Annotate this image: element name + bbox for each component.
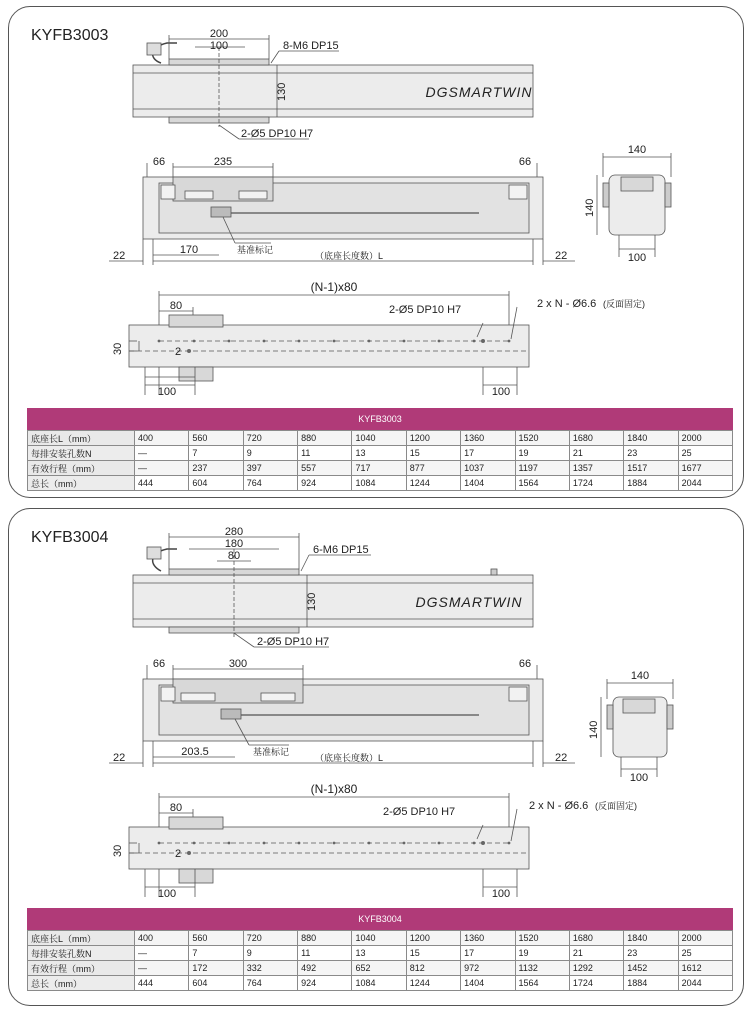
table-cell: 1292	[569, 961, 623, 976]
dim-right-end: 66	[518, 156, 532, 168]
table-cell: 604	[189, 976, 243, 991]
table-row	[28, 946, 733, 961]
table-cell: 21	[569, 946, 623, 961]
table-cell: 1200	[406, 431, 460, 446]
table-cell: 23	[624, 446, 678, 461]
dim-right-pin-spacing: 100	[491, 386, 511, 398]
end-view	[597, 153, 671, 257]
dim-row-offset: 30	[112, 844, 124, 857]
table-cell: 1084	[352, 976, 406, 991]
table-cell: 924	[298, 476, 352, 491]
dim-home-offset: 203.5	[181, 746, 209, 758]
dim-carriage-width: 280	[224, 526, 244, 538]
table-cell: 17	[461, 446, 515, 461]
table-row	[28, 461, 733, 476]
table-cell: 1244	[406, 976, 460, 991]
row-label: 底座长L（mm）	[28, 431, 135, 446]
table-cell: 1840	[624, 931, 678, 946]
table-cell: 2000	[678, 931, 732, 946]
table-cell: 444	[135, 476, 189, 491]
table-cell: 332	[243, 961, 297, 976]
table-cell: 2000	[678, 431, 732, 446]
table-row	[28, 431, 733, 446]
dim-hole-pitch-outer: 180	[224, 538, 244, 550]
dim-right-end: 66	[518, 658, 532, 670]
dim-carriage-length: 300	[228, 658, 248, 670]
brand-logo: DGSMARTWIN	[425, 84, 533, 100]
table-cell: —	[135, 461, 189, 476]
table-cell: 877	[406, 461, 460, 476]
bottom-view	[129, 291, 529, 395]
table-cell: 1200	[406, 931, 460, 946]
table-cell: 492	[298, 961, 352, 976]
table-cell: 1132	[515, 961, 569, 976]
table-cell: 764	[243, 976, 297, 991]
table-cell: —	[135, 446, 189, 461]
table-cell: 812	[406, 961, 460, 976]
table-cell: 560	[189, 931, 243, 946]
table-cell: 1084	[352, 476, 406, 491]
table-cell: 1840	[624, 431, 678, 446]
table-row	[28, 476, 733, 491]
label-base-length: （底座长度数）L	[314, 251, 384, 261]
dim-right-cap: 22	[555, 250, 568, 262]
row-label: 有效行程（mm）	[28, 461, 135, 476]
table-cell: 1452	[624, 961, 678, 976]
dim-first-pitch: 80	[169, 802, 183, 814]
table-cell: 11	[298, 946, 352, 961]
side-view	[109, 665, 575, 767]
dim-pin-holes: 2-Ø5 DP10 H7	[257, 636, 330, 648]
row-label: 每排安装孔数N	[28, 946, 135, 961]
dim-hole-span: (N-1)x80	[310, 782, 358, 796]
table-cell: 972	[461, 961, 515, 976]
table-cell: 1520	[515, 931, 569, 946]
table-cell: 880	[298, 931, 352, 946]
table-row	[28, 931, 733, 946]
panel-title: KYFB3003	[31, 27, 109, 44]
dim-end-base: 100	[629, 772, 649, 784]
table-cell: 1404	[461, 476, 515, 491]
spec-panel-kyfb3004	[8, 508, 744, 1006]
table-cell: 652	[352, 961, 406, 976]
spec-panel-kyfb3003	[8, 6, 744, 498]
table-cell: 1360	[461, 431, 515, 446]
table-cell: 1724	[569, 976, 623, 991]
dim-end-width: 140	[630, 670, 650, 682]
table-cell: 720	[243, 431, 297, 446]
table-cell: 172	[189, 961, 243, 976]
dim-end-base: 100	[627, 252, 647, 264]
table-cell: 25	[678, 446, 732, 461]
table-cell: 1404	[461, 976, 515, 991]
table-cell: 560	[189, 431, 243, 446]
label-mount-note: (反面固定)	[595, 801, 637, 811]
table-cell: 400	[135, 431, 189, 446]
spec-grid	[27, 930, 733, 991]
technical-drawing	[9, 7, 743, 417]
table-cell: 1884	[624, 976, 678, 991]
table-cell: 1564	[515, 476, 569, 491]
end-view	[601, 679, 673, 777]
table-row	[28, 976, 733, 991]
table-cell: 13	[352, 946, 406, 961]
dim-end-height: 140	[584, 198, 596, 217]
label-reference-mark: 基准标记	[237, 245, 274, 255]
table-cell: 1040	[352, 931, 406, 946]
dim-left-end: 66	[152, 658, 166, 670]
table-cell: 19	[515, 446, 569, 461]
dim-thread-holes: 6-M6 DP15	[313, 544, 369, 556]
dim-left-cap: 22	[113, 250, 126, 262]
dim-left-pin-spacing: 100	[157, 386, 177, 398]
table-cell: 1680	[569, 431, 623, 446]
bottom-view	[129, 793, 529, 897]
table-cell: 604	[189, 476, 243, 491]
dim-carriage-length: 235	[213, 156, 233, 168]
table-cell: 9	[243, 446, 297, 461]
row-label: 有效行程（mm）	[28, 961, 135, 976]
label-reference-mark: 基准标记	[253, 747, 290, 757]
spec-table	[27, 908, 733, 991]
table-cell: 400	[135, 931, 189, 946]
table-row	[28, 446, 733, 461]
table-cell: 15	[406, 446, 460, 461]
table-cell: 1040	[352, 431, 406, 446]
table-cell: 1197	[515, 461, 569, 476]
technical-drawing	[9, 509, 743, 919]
table-cell: 237	[189, 461, 243, 476]
table-band: KYFB3004	[27, 908, 733, 930]
dim-carriage-width: 200	[209, 28, 229, 40]
table-cell: 924	[298, 976, 352, 991]
table-cell: 7	[189, 446, 243, 461]
spec-table	[27, 408, 733, 491]
table-cell: 13	[352, 446, 406, 461]
dim-hole-pitch-inner: 80	[227, 550, 241, 562]
label-mount-note: (反面固定)	[603, 299, 645, 309]
dim-end-height: 140	[588, 720, 600, 739]
table-cell: 720	[243, 931, 297, 946]
dim-hole-pitch: 100	[209, 40, 229, 52]
table-cell: 764	[243, 476, 297, 491]
table-cell: 444	[135, 976, 189, 991]
dim-right-cap: 22	[555, 752, 568, 764]
dim-hole-span: (N-1)x80	[310, 280, 358, 294]
table-cell: 557	[298, 461, 352, 476]
table-cell: 2044	[678, 976, 732, 991]
table-cell: 1677	[678, 461, 732, 476]
dim-pin-offset: 2	[175, 848, 182, 860]
table-cell: 1884	[624, 476, 678, 491]
table-cell: 9	[243, 946, 297, 961]
dim-home-offset: 170	[179, 244, 199, 256]
table-cell: 1357	[569, 461, 623, 476]
label-base-length: （底座长度数）L	[314, 753, 384, 763]
table-cell: 15	[406, 946, 460, 961]
table-cell: 11	[298, 446, 352, 461]
table-cell: 880	[298, 431, 352, 446]
table-cell: 1037	[461, 461, 515, 476]
dim-right-pin-spacing: 100	[491, 888, 511, 900]
table-cell: 25	[678, 946, 732, 961]
dim-pin-holes: 2-Ø5 DP10 H7	[241, 128, 314, 140]
table-cell: 397	[243, 461, 297, 476]
table-cell: 23	[624, 946, 678, 961]
dim-pin-offset: 2	[175, 346, 182, 358]
dim-height: 130	[306, 592, 318, 611]
table-cell: 7	[189, 946, 243, 961]
dim-left-pin-spacing: 100	[157, 888, 177, 900]
dim-mount-holes: 2 x N - Ø6.6	[537, 298, 597, 310]
table-cell: 717	[352, 461, 406, 476]
row-label: 底座长L（mm）	[28, 931, 135, 946]
row-label: 每排安装孔数N	[28, 446, 135, 461]
table-cell: 1520	[515, 431, 569, 446]
table-cell: 1724	[569, 476, 623, 491]
table-cell: 19	[515, 946, 569, 961]
table-cell: —	[135, 961, 189, 976]
panel-title: KYFB3004	[31, 529, 109, 546]
dim-mount-holes: 2 x N - Ø6.6	[529, 800, 589, 812]
table-cell: —	[135, 946, 189, 961]
table-row	[28, 961, 733, 976]
dim-bottom-pin-holes: 2-Ø5 DP10 H7	[383, 806, 456, 818]
row-label: 总长（mm）	[28, 976, 135, 991]
dim-bottom-pin-holes: 2-Ø5 DP10 H7	[389, 304, 462, 316]
table-band: KYFB3003	[27, 408, 733, 430]
dim-thread-holes: 8-M6 DP15	[283, 40, 339, 52]
table-cell: 1564	[515, 976, 569, 991]
table-cell: 21	[569, 446, 623, 461]
brand-logo: DGSMARTWIN	[415, 594, 523, 610]
dim-end-width: 140	[627, 144, 647, 156]
table-cell: 2044	[678, 476, 732, 491]
dim-height: 130	[276, 82, 288, 101]
dim-left-end: 66	[152, 156, 166, 168]
table-cell: 1517	[624, 461, 678, 476]
table-cell: 1680	[569, 931, 623, 946]
table-cell: 1612	[678, 961, 732, 976]
table-cell: 1244	[406, 476, 460, 491]
dim-row-offset: 30	[112, 342, 124, 355]
table-cell: 1360	[461, 931, 515, 946]
table-cell: 17	[461, 946, 515, 961]
dim-first-pitch: 80	[169, 300, 183, 312]
row-label: 总长（mm）	[28, 476, 135, 491]
dim-left-cap: 22	[113, 752, 126, 764]
spec-grid	[27, 430, 733, 491]
